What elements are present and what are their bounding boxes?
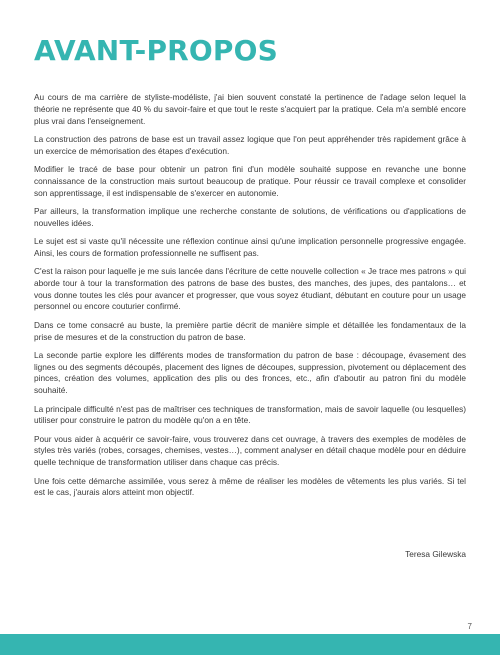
paragraph: Une fois cette démarche assimilée, vous serez à même de réaliser les modèles de vêtements les plus variés. Si tel est le cas, j'aurais alors atteint mon objectif. bbox=[34, 475, 466, 498]
author-signature: Teresa Gilewska bbox=[405, 549, 466, 559]
paragraph: Au cours de ma carrière de styliste-modéliste, j'ai bien souvent constaté la pertinence de l'adage selon lequel la théorie ne représente que 40 % du savoir-faire et que tout le reste s'acquiert par la pratique. Cela m'a semblé encore plus vrai dans l'enseignement. bbox=[34, 92, 466, 126]
foreword-body bbox=[34, 92, 466, 506]
paragraph: La principale difficulté n'est pas de maîtriser ces techniques de transformation, mais de savoir laquelle (ou lesquelles) utiliser pour construire le patron du modèle qu'on a en tête. bbox=[34, 403, 466, 426]
paragraph: La construction des patrons de base est un travail assez logique que l'on peut appréhender très rapidement grâce à un exercice de mémorisation des étapes d'exécution. bbox=[34, 133, 466, 156]
footer-bar bbox=[0, 634, 500, 655]
paragraph: Le sujet est si vaste qu'il nécessite une réflexion continue ainsi qu'une implication personnelle progressive engagée. Ainsi, les cours de formation professionnelle ne suffisent pas. bbox=[34, 235, 466, 258]
page-number: 7 bbox=[467, 622, 472, 631]
paragraph: Modifier le tracé de base pour obtenir un patron fini d'un modèle souhaité suppose en revanche une bonne connaissance de la construction mais surtout beaucoup de pratique. Pour réussir ce travail complexe et consolider son apprentissage, il est indispensable de s'exercer en autonomie. bbox=[34, 163, 466, 198]
paragraph: La seconde partie explore les différents modes de transformation du patron de base : découpage, évasement des lignes ou des segments découpés, placement des lignes de découpes, suppression, pivotement ou déplacement des pinces, création des volumes, application des plis ou des fronces, etc., afin d'aboutir au patron fini du modèle souhaité. bbox=[34, 349, 466, 396]
paragraph: Par ailleurs, la transformation implique une recherche constante de solutions, de vérifications ou d'applications de nouvelles idées. bbox=[34, 205, 466, 228]
paragraph: Dans ce tome consacré au buste, la première partie décrit de manière simple et détaillée les fondamentaux de la prise de mesures et de la construction du patron de base. bbox=[34, 319, 466, 342]
paragraph: Pour vous aider à acquérir ce savoir-faire, vous trouverez dans cet ouvrage, à travers des exemples de modèles de styles très variés (robes, corsages, chemises, vestes…), comment analyser en détail chaque modèle pour en déduire quelle technique de transformation utiliser dans chaque cas précis. bbox=[34, 433, 466, 468]
paragraph: C'est la raison pour laquelle je me suis lancée dans l'écriture de cette nouvelle collection « Je trace mes patrons » qui aborde tour à tour la transformation des patrons de base des bustes, des manches, des jupes, des pantalons… et vous donne toutes les clés pour avancer et progresser, que vous soyez étudiant, débutant en couture pour un usage personnel ou encore couturier confirmé. bbox=[34, 266, 466, 312]
page-title: AVANT-PROPOS bbox=[34, 34, 279, 67]
